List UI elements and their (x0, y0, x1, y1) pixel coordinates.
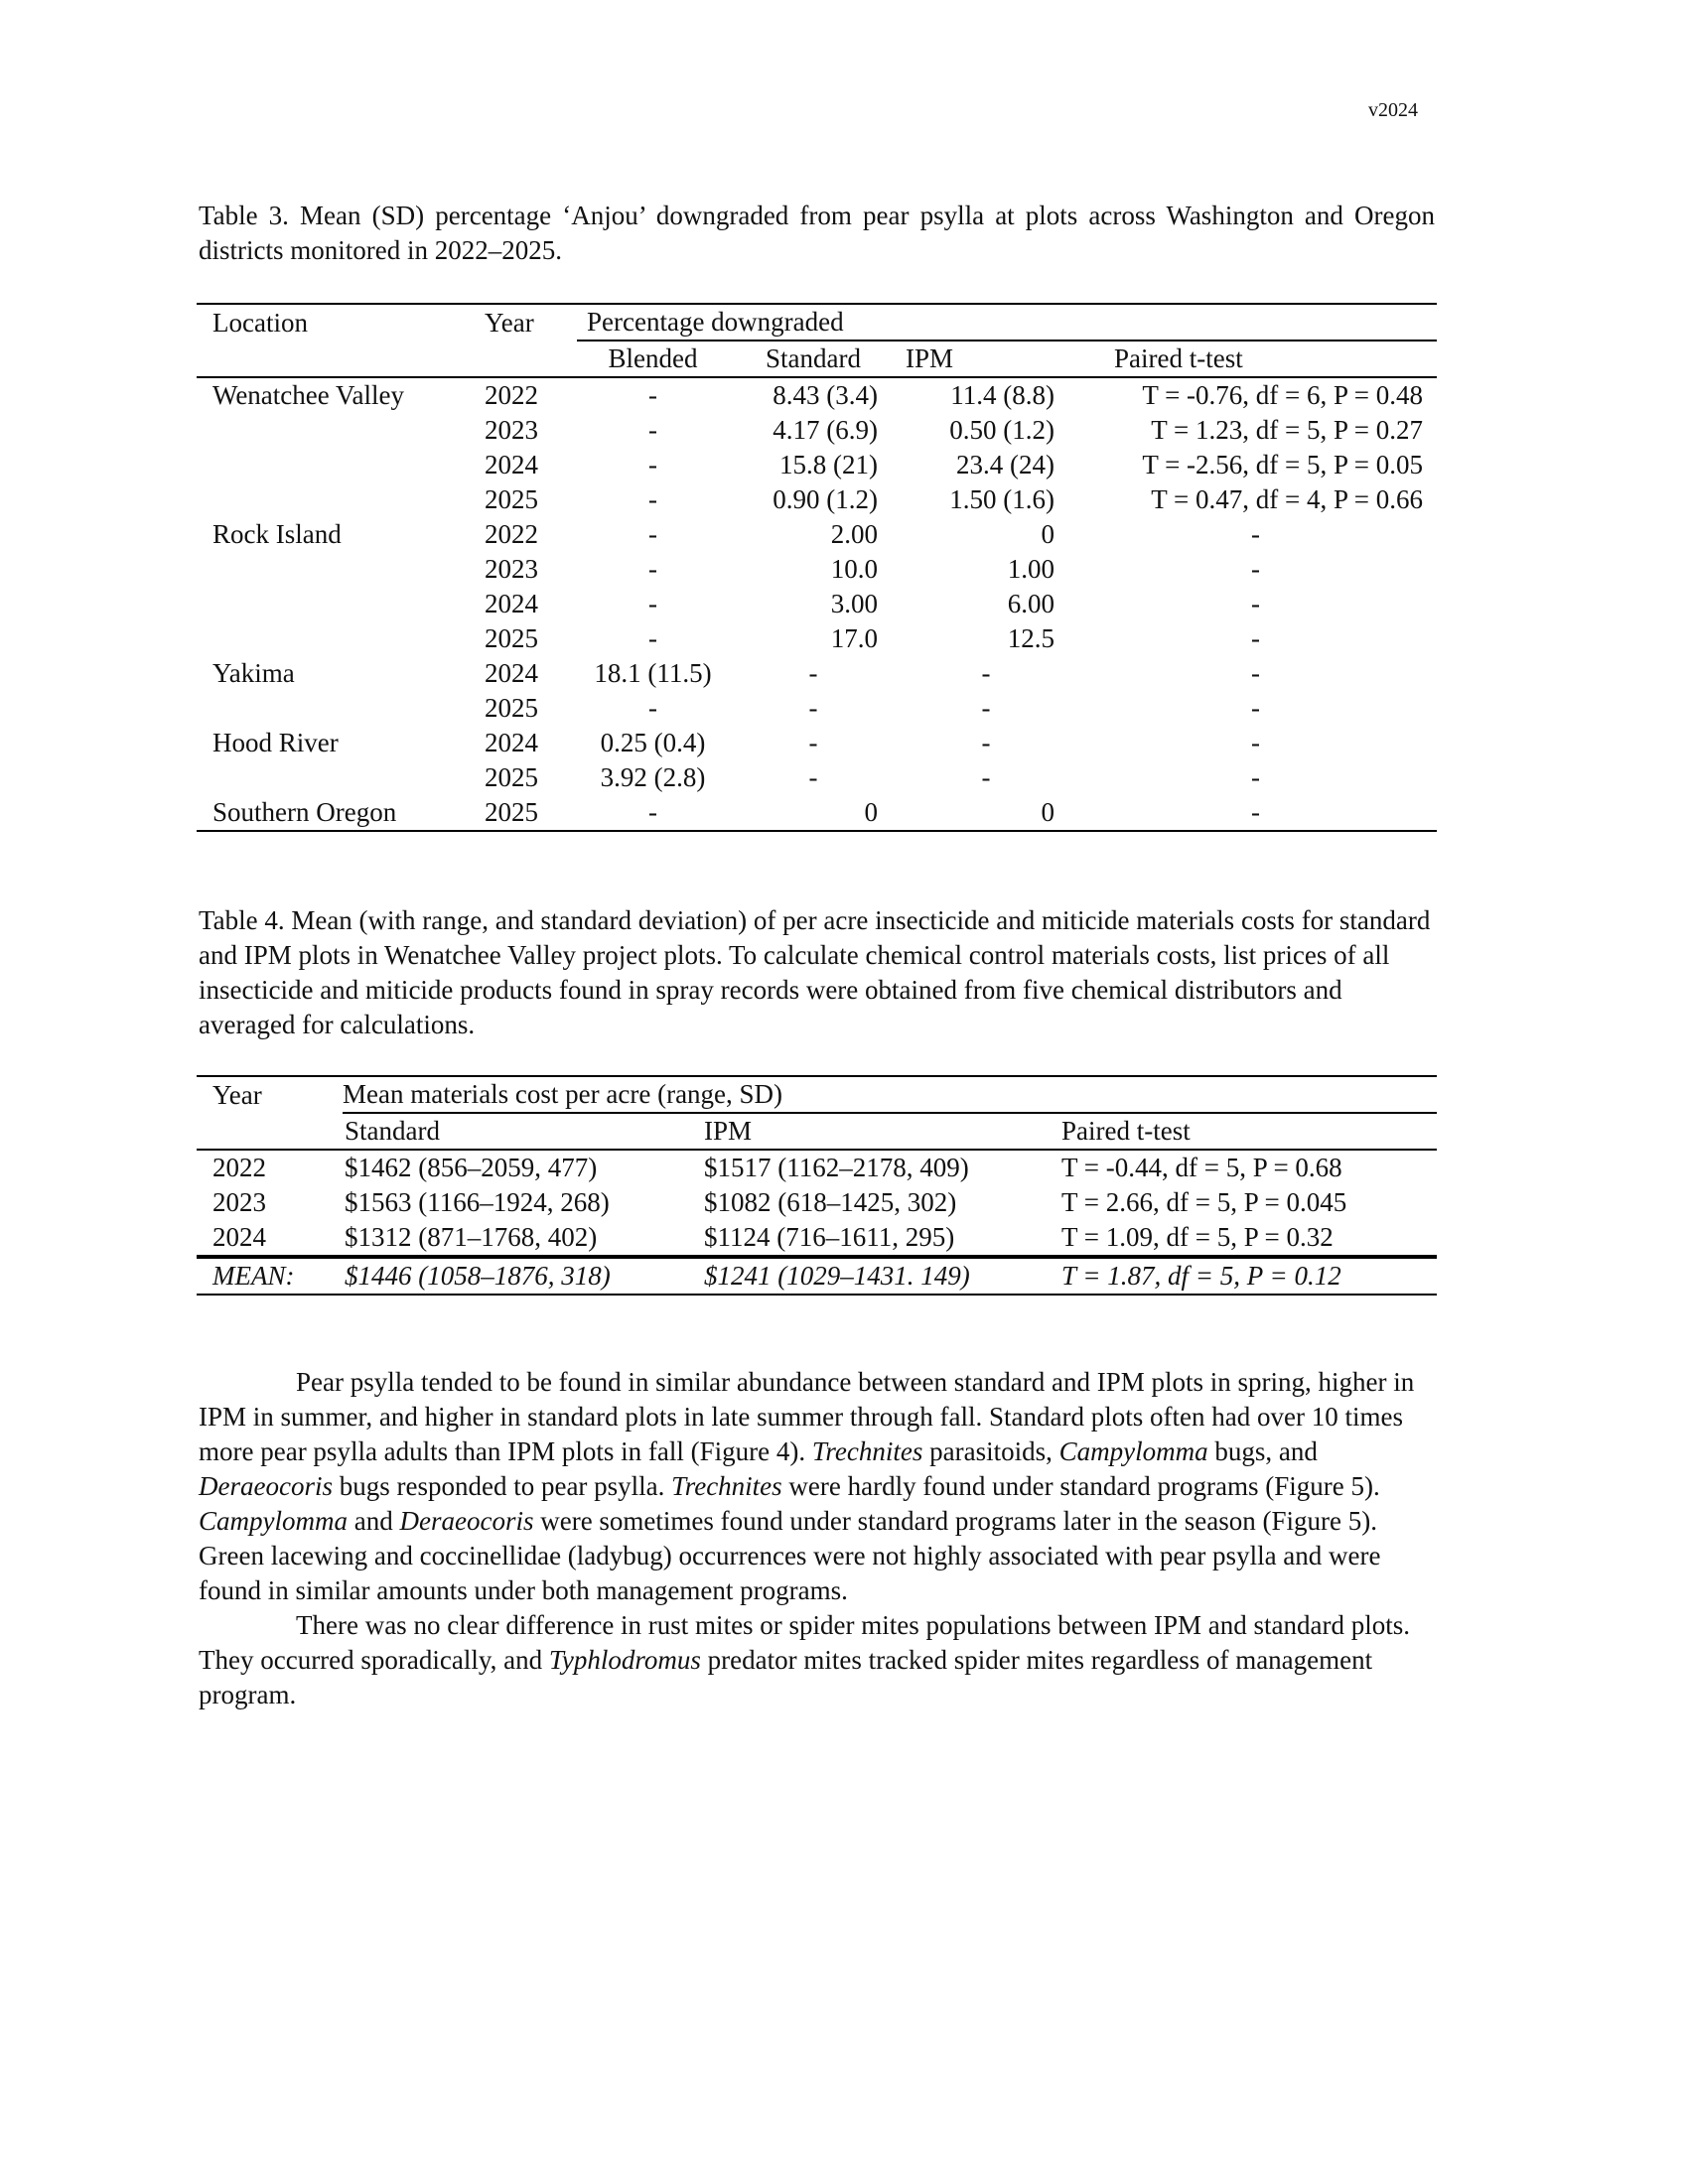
t3-cell-blended: - (648, 797, 657, 827)
t3-cell-location (197, 621, 481, 656)
t3-cell-ttest: - (1251, 762, 1260, 792)
t3-cell-ttest: T = 0.47, df = 4, P = 0.66 (1151, 484, 1423, 514)
t3-cell-ipm: 23.4 (24) (956, 450, 1055, 479)
body-paragraph-2 (199, 1608, 1435, 1712)
body-paragraph-1 (199, 1365, 1435, 1608)
body-text-run: parasitoids, (922, 1436, 1059, 1466)
t3-header-standard: Standard (766, 343, 861, 373)
t3-cell-blended: - (648, 589, 657, 618)
taxon-name: Campylomma (1058, 1436, 1208, 1466)
t4-cell-standard: $1462 (856–2059, 477) (345, 1153, 598, 1182)
taxon-name: Typhlodromus (548, 1645, 701, 1675)
t3-cell-standard: - (808, 693, 818, 723)
t3-cell-standard: - (808, 728, 818, 757)
t3-row (197, 482, 1437, 517)
t4-cell-ipm: $1082 (618–1425, 302) (704, 1187, 957, 1217)
t3-cell-ttest: - (1251, 693, 1260, 723)
t3-cell-ipm: 12.5 (1007, 623, 1055, 653)
t4-cell-year: 2022 (212, 1153, 266, 1182)
t3-row (197, 448, 1437, 482)
t3-cell-year: 2022 (485, 519, 538, 549)
t3-cell-location (197, 552, 481, 587)
t3-cell-year: 2025 (485, 623, 538, 653)
body-text (199, 1365, 1435, 1712)
t4-cell-ttest: T = 2.66, df = 5, P = 0.045 (1061, 1187, 1347, 1217)
body-text-run: were hardly found under standard programs (Figure 5). (781, 1471, 1380, 1501)
taxon-name: Deraeocoris (199, 1471, 333, 1501)
t3-header-group: Percentage downgraded (577, 304, 1437, 341)
t3-cell-standard: 15.8 (21) (779, 450, 878, 479)
t3-cell-ipm: - (981, 658, 991, 688)
t3-cell-standard: 4.17 (6.9) (773, 415, 878, 445)
t3-cell-standard: 2.00 (830, 519, 878, 549)
t3-cell-ipm: 1.50 (1.6) (949, 484, 1055, 514)
t3-cell-ttest: - (1251, 589, 1260, 618)
t3-header-year: Year (485, 307, 534, 338)
t3-cell-ttest: - (1251, 658, 1260, 688)
t4-header-group: Mean materials cost per acre (range, SD) (343, 1076, 1437, 1113)
t4-mean-ttest: T = 1.87, df = 5, P = 0.12 (1061, 1261, 1341, 1291)
t3-cell-standard: 10.0 (830, 554, 878, 584)
body-text-run: bugs, and (1207, 1436, 1318, 1466)
t3-row (197, 517, 1437, 552)
table3 (197, 303, 1437, 832)
t4-row (197, 1150, 1437, 1185)
t3-cell-blended: 3.92 (2.8) (600, 762, 706, 792)
t4-mean-standard: $1446 (1058–1876, 318) (345, 1261, 611, 1291)
t3-header-blended: Blended (608, 343, 698, 373)
t4-cell-ttest: T = -0.44, df = 5, P = 0.68 (1061, 1153, 1342, 1182)
t4-row (197, 1185, 1437, 1220)
body-text-run: bugs responded to pear psylla. (332, 1471, 672, 1501)
table3-body (197, 377, 1437, 831)
body-text-run: predator mites tracked spider mites regardless of management program. (199, 1645, 1373, 1709)
t3-cell-ipm: 11.4 (8.8) (950, 380, 1055, 410)
t3-cell-location (197, 587, 481, 621)
t3-cell-year: 2024 (485, 589, 538, 618)
t3-cell-standard: 3.00 (830, 589, 878, 618)
t3-cell-ipm: 6.00 (1007, 589, 1055, 618)
t3-row (197, 377, 1437, 413)
t4-cell-standard: $1563 (1166–1924, 268) (345, 1187, 610, 1217)
t3-cell-ipm: - (981, 693, 991, 723)
t4-cell-ipm: $1124 (716–1611, 295) (704, 1222, 955, 1252)
t3-cell-year: 2023 (485, 415, 538, 445)
t3-cell-blended: - (648, 450, 657, 479)
t3-cell-location: Yakima (212, 658, 295, 688)
t3-cell-standard: 0.90 (1.2) (773, 484, 878, 514)
t3-cell-year: 2025 (485, 762, 538, 792)
version-label: v2024 (1368, 99, 1418, 121)
t3-cell-year: 2025 (485, 484, 538, 514)
t3-cell-ipm: - (981, 728, 991, 757)
t3-cell-standard: 0 (864, 797, 878, 827)
t4-header-ipm: IPM (704, 1116, 753, 1146)
t3-cell-year: 2023 (485, 554, 538, 584)
t3-row (197, 726, 1437, 760)
table4-body (197, 1150, 1437, 1257)
t3-cell-blended: - (648, 554, 657, 584)
t3-cell-location: Southern Oregon (212, 797, 397, 827)
t3-cell-blended: - (648, 623, 657, 653)
t4-mean-ipm: $1241 (1029–1431. 149) (704, 1261, 970, 1291)
t3-cell-location (197, 482, 481, 517)
t3-cell-ttest: T = -0.76, df = 6, P = 0.48 (1142, 380, 1423, 410)
t3-cell-year: 2025 (485, 797, 538, 827)
body-text-run: Pear psylla tended to be found in similar abundance between standard and IPM plots in spring, higher in IPM in summer, and higher in standard plots in late summer through fall. Standard plots often had over 10 times more pear psylla adults than IPM plots in fall (Figure 4). (199, 1367, 1415, 1466)
t3-row (197, 413, 1437, 448)
table3-caption: Table 3. Mean (SD) percentage ‘Anjou’ downgraded from pear psylla at plots across Washington and Oregon districts monitored in 2022–2025. (199, 201, 1435, 265)
t3-cell-ttest: - (1251, 728, 1260, 757)
t3-cell-ipm: 1.00 (1007, 554, 1055, 584)
t3-cell-year: 2024 (485, 728, 538, 757)
t3-header-ttest: Paired t-test (1114, 343, 1243, 373)
t3-cell-ttest: T = 1.23, df = 5, P = 0.27 (1151, 415, 1423, 445)
t3-cell-standard: 17.0 (830, 623, 878, 653)
t4-cell-standard: $1312 (871–1768, 402) (345, 1222, 598, 1252)
t4-mean-label: MEAN: (212, 1261, 295, 1291)
t3-cell-ipm: 0.50 (1.2) (949, 415, 1055, 445)
t4-row (197, 1220, 1437, 1257)
t3-header-ipm: IPM (906, 343, 954, 373)
t3-cell-standard: - (808, 658, 818, 688)
t4-cell-year: 2023 (212, 1187, 266, 1217)
t3-cell-blended: - (648, 415, 657, 445)
t3-row (197, 691, 1437, 726)
t3-cell-standard: 8.43 (3.4) (773, 380, 878, 410)
t3-cell-blended: - (648, 484, 657, 514)
t4-cell-ttest: T = 1.09, df = 5, P = 0.32 (1061, 1222, 1334, 1252)
t4-mean-row (197, 1257, 1437, 1295)
t3-row (197, 587, 1437, 621)
t3-cell-location (197, 448, 481, 482)
t3-header-location: Location (212, 307, 308, 338)
table4 (197, 1075, 1437, 1296)
t3-cell-ipm: 0 (1041, 519, 1055, 549)
t3-cell-location (197, 691, 481, 726)
t3-cell-ipm: - (981, 762, 991, 792)
t3-row (197, 621, 1437, 656)
t3-row (197, 760, 1437, 795)
t3-cell-year: 2024 (485, 658, 538, 688)
body-text-run: were sometimes found under standard programs later in the season (Figure 5). Green lacewing and coccinellidae (ladybug) occurrences were not highly associated with pear psylla and were found in similar amounts under both management programs. (199, 1506, 1381, 1605)
t4-header-year: Year (212, 1079, 262, 1110)
t3-cell-ttest: - (1251, 623, 1260, 653)
t3-cell-location: Rock Island (212, 519, 342, 549)
taxon-name: Trechnites (811, 1436, 923, 1466)
t3-cell-year: 2024 (485, 450, 538, 479)
taxon-name: Trechnites (671, 1471, 782, 1501)
t3-cell-year: 2025 (485, 693, 538, 723)
table4-caption: Table 4. Mean (with range, and standard deviation) of per acre insecticide and miticide materials costs for standard and IPM plots in Wenatchee Valley project plots. To calculate chemical control materials costs, list prices of all insecticide and miticide products found in spray records were obtained from five chemical distributors and averaged for calculations. (199, 905, 1431, 1039)
taxon-name: Campylomma (199, 1506, 348, 1536)
body-text-run: There was no clear difference in rust mites or spider mites populations between IPM and standard plots. They occurred sporadically, and (199, 1610, 1410, 1675)
t3-cell-blended: - (648, 519, 657, 549)
t3-row (197, 795, 1437, 831)
t4-cell-ipm: $1517 (1162–2178, 409) (704, 1153, 969, 1182)
t3-cell-blended: - (648, 693, 657, 723)
t3-cell-ipm: 0 (1041, 797, 1055, 827)
t3-cell-ttest: - (1251, 797, 1260, 827)
t3-cell-ttest: T = -2.56, df = 5, P = 0.05 (1142, 450, 1423, 479)
t3-cell-location: Wenatchee Valley (212, 380, 404, 410)
t3-cell-standard: - (808, 762, 818, 792)
t3-cell-location (197, 413, 481, 448)
t3-row (197, 552, 1437, 587)
t3-cell-year: 2022 (485, 380, 538, 410)
t3-cell-blended: 18.1 (11.5) (594, 658, 712, 688)
t4-header-ttest: Paired t-test (1061, 1116, 1191, 1146)
t3-cell-location (197, 760, 481, 795)
t3-cell-blended: 0.25 (0.4) (600, 728, 706, 757)
t3-cell-ttest: - (1251, 554, 1260, 584)
body-text-run: and (348, 1506, 400, 1536)
taxon-name: Deraeocoris (399, 1506, 534, 1536)
t3-cell-ttest: - (1251, 519, 1260, 549)
t3-row (197, 656, 1437, 691)
t3-cell-location: Hood River (212, 728, 339, 757)
t4-cell-year: 2024 (212, 1222, 266, 1252)
t4-header-standard: Standard (345, 1116, 440, 1146)
t3-cell-blended: - (648, 380, 657, 410)
